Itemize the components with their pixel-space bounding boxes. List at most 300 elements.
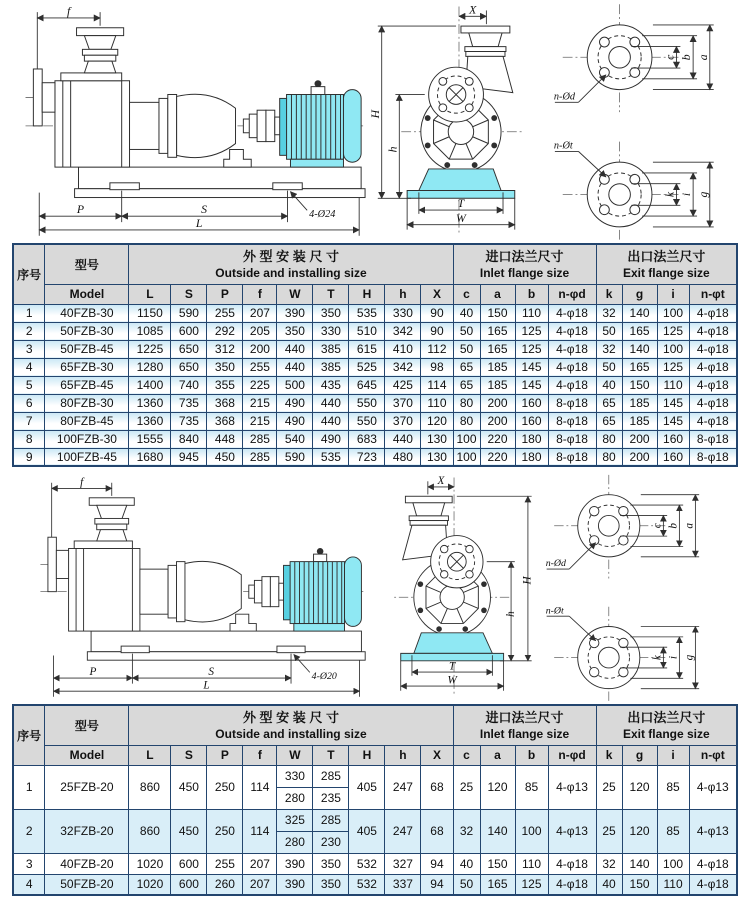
dim-label-a: a <box>696 54 710 61</box>
cell: 7 <box>13 412 45 430</box>
col-header: T <box>313 745 349 765</box>
cell: 4-φ18 <box>689 340 737 358</box>
cell: 120 <box>622 809 657 853</box>
table-row <box>13 809 737 853</box>
cell: 120 <box>480 765 515 809</box>
cell: 8-φ18 <box>548 412 596 430</box>
cell: 200 <box>243 340 277 358</box>
cell: 4-φ18 <box>548 322 596 340</box>
dim-label-h: h <box>504 611 517 617</box>
cell: 4-φ18 <box>689 376 737 394</box>
dim-label-g: g <box>696 191 710 198</box>
cell: 1085 <box>129 322 171 340</box>
cell: 120 <box>421 412 453 430</box>
cell: 255 <box>207 304 243 322</box>
flange-views-drawing-1 <box>549 0 750 241</box>
table-subheader-row <box>13 284 737 304</box>
cell: 125 <box>657 322 689 340</box>
cell: 85 <box>657 809 689 853</box>
group-header-exit-cn: 出口法兰尺寸 <box>627 249 706 265</box>
dim-label-S: S <box>201 203 208 217</box>
col-header: b <box>515 284 548 304</box>
cell: 532 <box>349 874 385 895</box>
cell: 590 <box>277 448 313 466</box>
table-header-row <box>13 705 737 745</box>
group-header-exit-cn: 出口法兰尺寸 <box>627 710 706 726</box>
table-row <box>13 376 737 394</box>
cell: 100 <box>657 853 689 874</box>
bolt-hole-note: 4-Ø24 <box>309 209 336 221</box>
cell: 65 <box>596 412 622 430</box>
dim-label-h: h <box>386 146 400 153</box>
cell: 100 <box>453 448 480 466</box>
cell: 165 <box>480 322 515 340</box>
cell: 532 <box>349 853 385 874</box>
dim-label-P: P <box>89 666 97 679</box>
cell: 215 <box>243 394 277 412</box>
dim-label-P: P <box>76 203 85 217</box>
cell: 140 <box>622 853 657 874</box>
cell: 85 <box>515 765 548 809</box>
cell: 100FZB-45 <box>45 448 129 466</box>
cell: 840 <box>171 430 207 448</box>
cell: 100 <box>657 304 689 322</box>
dim-label-b: b <box>680 54 694 61</box>
cell: 80 <box>596 448 622 466</box>
cell: 207 <box>243 304 277 322</box>
cell: 8-φ18 <box>548 394 596 412</box>
cell: 200 <box>622 430 657 448</box>
cell: 140 <box>622 340 657 358</box>
cell: 350 <box>313 304 349 322</box>
cell: 860 <box>129 809 171 853</box>
cell: 370 <box>385 394 421 412</box>
cell: 4-φ13 <box>689 765 737 809</box>
cell: 65 <box>596 394 622 412</box>
cell: 68 <box>421 809 453 853</box>
cell: 1 <box>13 304 45 322</box>
cell: 8-φ18 <box>689 430 737 448</box>
cell: 25 <box>453 765 480 809</box>
group-header-inlet-cn: 进口法兰尺寸 <box>485 710 564 726</box>
dim-label-L: L <box>203 679 210 692</box>
cell: 368 <box>207 412 243 430</box>
table-row <box>13 394 737 412</box>
cell: 50 <box>596 322 622 340</box>
table-row <box>13 358 737 376</box>
col-header: i <box>657 284 689 304</box>
cell: 250 <box>207 765 243 809</box>
cell: 65 <box>453 376 480 394</box>
table-row <box>13 322 737 340</box>
cell: 50FZB-30 <box>45 322 129 340</box>
cell: 342 <box>385 322 421 340</box>
cell: 68 <box>421 765 453 809</box>
dim-label-T: T <box>457 197 465 211</box>
cell: 350 <box>313 853 349 874</box>
dim-label-g: g <box>683 654 696 661</box>
group-header-outside-en: Outside and installing size <box>215 726 367 741</box>
sub-cell: 280 <box>284 834 305 849</box>
cell: 645 <box>349 376 385 394</box>
cell: 65FZB-45 <box>45 376 129 394</box>
cell: 32 <box>596 340 622 358</box>
cell: 390 <box>277 304 313 322</box>
cell: 490 <box>313 430 349 448</box>
cell: 4-φ13 <box>548 765 596 809</box>
group-header-exit <box>596 705 737 745</box>
cell: 5 <box>13 376 45 394</box>
cell: 600 <box>171 853 207 874</box>
cell: 200 <box>480 412 515 430</box>
cell: 85 <box>657 765 689 809</box>
cell: 32 <box>453 809 480 853</box>
cell: 94 <box>421 853 453 874</box>
table-row <box>13 340 737 358</box>
table-body <box>13 304 737 466</box>
cell: 4-φ18 <box>548 340 596 358</box>
dim-label-X: X <box>437 475 445 488</box>
cell: 4-φ13 <box>548 809 596 853</box>
cell: 125 <box>515 340 548 358</box>
dim-label-a: a <box>683 522 696 529</box>
cell: 440 <box>385 430 421 448</box>
cell: 247 <box>385 765 421 809</box>
col-header: b <box>515 745 548 765</box>
cell: 125 <box>515 874 548 895</box>
group-header-outside-en: Outside and installing size <box>215 265 367 280</box>
cell: 94 <box>421 874 453 895</box>
cell: 490 <box>277 412 313 430</box>
cell: 80FZB-45 <box>45 412 129 430</box>
cell: 4-φ18 <box>689 394 737 412</box>
flange-views-drawing-2 <box>541 471 734 702</box>
cell: 185 <box>622 394 657 412</box>
cell: 247 <box>385 809 421 853</box>
cell: 860 <box>129 765 171 809</box>
cell: 112 <box>421 340 453 358</box>
cell: 350 <box>277 322 313 340</box>
table-header-row <box>13 244 737 284</box>
sub-cell: 230 <box>320 834 341 849</box>
col-header: L <box>129 745 171 765</box>
col-header: i <box>657 745 689 765</box>
cell: 4-φ18 <box>548 853 596 874</box>
cell: 215 <box>243 412 277 430</box>
cell: 405 <box>349 809 385 853</box>
cell: 292 <box>207 322 243 340</box>
cell <box>277 809 313 853</box>
cell: 740 <box>171 376 207 394</box>
cell: 255 <box>207 853 243 874</box>
col-header: Model <box>45 745 129 765</box>
cell: 945 <box>171 448 207 466</box>
cell: 80 <box>596 430 622 448</box>
cell: 98 <box>421 358 453 376</box>
cell: 50 <box>453 340 480 358</box>
sub-cell: 280 <box>284 790 305 805</box>
group-header-inlet <box>453 244 596 284</box>
cell: 390 <box>277 874 313 895</box>
cell: 40FZB-30 <box>45 304 129 322</box>
dim-label-H: H <box>521 576 534 585</box>
cell: 200 <box>622 448 657 466</box>
cell: 425 <box>385 376 421 394</box>
sub-cell: 285 <box>313 766 348 788</box>
dim-label-i: i <box>680 192 694 197</box>
col-header: X <box>421 745 453 765</box>
col-header: a <box>480 284 515 304</box>
cell: 32FZB-20 <box>45 809 129 853</box>
dim-label-X: X <box>469 3 477 17</box>
cell: 32 <box>596 853 622 874</box>
cell: 200 <box>480 394 515 412</box>
cell: 650 <box>171 340 207 358</box>
cell: 342 <box>385 358 421 376</box>
cell: 390 <box>277 853 313 874</box>
cell: 145 <box>657 412 689 430</box>
cell: 114 <box>243 765 277 809</box>
bolt-hole-note: 4-Ø20 <box>311 670 337 682</box>
col-header: k <box>596 745 622 765</box>
group-header-exit-en: Exit flange size <box>622 726 710 741</box>
cell: 450 <box>171 765 207 809</box>
cell: 4-φ18 <box>689 304 737 322</box>
cell: 145 <box>515 358 548 376</box>
cell <box>313 809 349 853</box>
cell: 1400 <box>129 376 171 394</box>
sub-cell: 235 <box>320 790 341 805</box>
cell: 160 <box>657 448 689 466</box>
dim-label-H: H <box>368 109 382 119</box>
cell: 723 <box>349 448 385 466</box>
exit-bolt-label: n-Øt <box>553 140 573 152</box>
col-header: c <box>453 745 480 765</box>
table-row <box>13 304 737 322</box>
col-header: X <box>421 284 453 304</box>
cell: 4-φ18 <box>689 874 737 895</box>
pump-side-view-drawing-2 <box>16 471 368 702</box>
cell: 165 <box>622 358 657 376</box>
cell: 337 <box>385 874 421 895</box>
group-header-exit <box>596 244 737 284</box>
cell: 1680 <box>129 448 171 466</box>
table-row <box>13 874 737 895</box>
group-header-inlet-en: Inlet flange size <box>479 265 570 280</box>
cell: 1020 <box>129 874 171 895</box>
cell: 207 <box>243 853 277 874</box>
dim-label-L: L <box>195 216 203 230</box>
cell: 535 <box>349 304 385 322</box>
cell: 525 <box>349 358 385 376</box>
cell: 1150 <box>129 304 171 322</box>
cell: 50 <box>453 322 480 340</box>
col-header: n-φd <box>548 745 596 765</box>
cell: 185 <box>480 358 515 376</box>
cell: 150 <box>622 376 657 394</box>
cell: 185 <box>622 412 657 430</box>
col-header: W <box>277 284 313 304</box>
inlet-bolt-label: n-Ød <box>545 558 567 570</box>
cell: 32 <box>596 304 622 322</box>
cell: 160 <box>515 394 548 412</box>
cell: 1225 <box>129 340 171 358</box>
cell: 25FZB-20 <box>45 765 129 809</box>
cell: 4 <box>13 358 45 376</box>
pump-front-view-drawing-2 <box>368 471 541 702</box>
cell: 330 <box>313 322 349 340</box>
cell <box>277 765 313 809</box>
cell: 600 <box>171 322 207 340</box>
dim-label-c: c <box>663 54 677 60</box>
col-header: k <box>596 284 622 304</box>
cell: 4-φ18 <box>689 412 737 430</box>
cell: 207 <box>243 874 277 895</box>
cell: 683 <box>349 430 385 448</box>
dim-label-W: W <box>447 674 457 687</box>
pump-side-view-drawing-1 <box>0 0 368 241</box>
cell: 1360 <box>129 394 171 412</box>
cell: 150 <box>480 304 515 322</box>
table-body <box>13 765 737 895</box>
exit-bolt-label: n-Øt <box>545 605 564 617</box>
col-header: W <box>277 745 313 765</box>
sub-cell: 330 <box>277 766 312 788</box>
cell: 140 <box>622 304 657 322</box>
table-row <box>13 853 737 874</box>
table-subheader-row <box>13 745 737 765</box>
cell: 2 <box>13 322 45 340</box>
cell: 50 <box>596 358 622 376</box>
cell: 1555 <box>129 430 171 448</box>
group-header-outside-cn: 外 型 安 装 尺 寸 <box>242 710 339 726</box>
col-header: f <box>243 745 277 765</box>
cell: 327 <box>385 853 421 874</box>
cell: 450 <box>207 448 243 466</box>
cell: 8 <box>13 430 45 448</box>
dim-label-c: c <box>651 523 664 529</box>
cell: 1280 <box>129 358 171 376</box>
cell: 114 <box>243 809 277 853</box>
cell: 4-φ18 <box>548 304 596 322</box>
cell: 590 <box>171 304 207 322</box>
cell: 3 <box>13 340 45 358</box>
cell: 100 <box>515 809 548 853</box>
cell: 4 <box>13 874 45 895</box>
dim-label-i: i <box>667 656 680 660</box>
cell: 220 <box>480 430 515 448</box>
cell: 100 <box>657 340 689 358</box>
cell: 100FZB-30 <box>45 430 129 448</box>
inlet-bolt-label: n-Ød <box>553 91 576 103</box>
group-header-outside-cn: 外 型 安 装 尺 寸 <box>242 249 339 265</box>
cell: 450 <box>171 809 207 853</box>
col-header: a <box>480 745 515 765</box>
cell: 125 <box>515 322 548 340</box>
cell: 490 <box>277 394 313 412</box>
cell: 4-φ18 <box>689 358 737 376</box>
group-header-inlet-cn: 进口法兰尺寸 <box>485 249 564 265</box>
dim-label-k: k <box>663 191 677 198</box>
cell: 80FZB-30 <box>45 394 129 412</box>
cell: 285 <box>243 448 277 466</box>
cell: 350 <box>313 874 349 895</box>
cell: 480 <box>385 448 421 466</box>
table-row <box>13 448 737 466</box>
group-header-exit-en: Exit flange size <box>622 265 710 280</box>
cell: 1 <box>13 765 45 809</box>
cell: 3 <box>13 853 45 874</box>
cell: 120 <box>622 765 657 809</box>
cell: 114 <box>421 376 453 394</box>
cell: 368 <box>207 394 243 412</box>
group-header-inlet-en: Inlet flange size <box>479 726 570 741</box>
col-header: n-φt <box>689 284 737 304</box>
cell: 185 <box>480 376 515 394</box>
cell: 1020 <box>129 853 171 874</box>
cell: 350 <box>207 358 243 376</box>
cell: 550 <box>349 412 385 430</box>
cell: 180 <box>515 430 548 448</box>
cell: 110 <box>515 304 548 322</box>
cell: 4-φ18 <box>548 874 596 895</box>
pump-front-view-drawing-1 <box>368 0 549 241</box>
cell: 385 <box>313 340 349 358</box>
col-header: f <box>243 284 277 304</box>
dim-label-T: T <box>449 660 456 673</box>
cell: 540 <box>277 430 313 448</box>
cell: 4-φ18 <box>689 853 737 874</box>
group-header-outside <box>129 244 453 284</box>
col-header: L <box>129 284 171 304</box>
cell: 510 <box>349 322 385 340</box>
cell: 145 <box>515 376 548 394</box>
cell: 205 <box>243 322 277 340</box>
table-row <box>13 765 737 809</box>
cell: 4-φ18 <box>548 358 596 376</box>
dim-label-f: f <box>67 5 71 19</box>
cell: 405 <box>349 765 385 809</box>
col-header: T <box>313 284 349 304</box>
dim-label-S: S <box>208 666 215 679</box>
cell: 125 <box>657 358 689 376</box>
dim-label-k: k <box>651 655 664 661</box>
col-header-seq: 序号 <box>13 244 45 304</box>
cell: 220 <box>480 448 515 466</box>
cell: 90 <box>421 322 453 340</box>
cell: 165 <box>622 322 657 340</box>
cell: 100 <box>453 430 480 448</box>
cell: 260 <box>207 874 243 895</box>
cell: 160 <box>657 430 689 448</box>
cell: 130 <box>421 430 453 448</box>
cell: 9 <box>13 448 45 466</box>
cell: 40FZB-20 <box>45 853 129 874</box>
cell: 160 <box>515 412 548 430</box>
cell: 440 <box>277 358 313 376</box>
cell: 435 <box>313 376 349 394</box>
cell: 225 <box>243 376 277 394</box>
cell: 650 <box>171 358 207 376</box>
cell: 2 <box>13 809 45 853</box>
col-header: P <box>207 284 243 304</box>
cell: 312 <box>207 340 243 358</box>
cell: 40 <box>453 853 480 874</box>
dimension-table-large-pumps <box>12 243 738 467</box>
cell: 65 <box>453 358 480 376</box>
cell: 4-φ13 <box>689 809 737 853</box>
group-header-inlet <box>453 705 596 745</box>
